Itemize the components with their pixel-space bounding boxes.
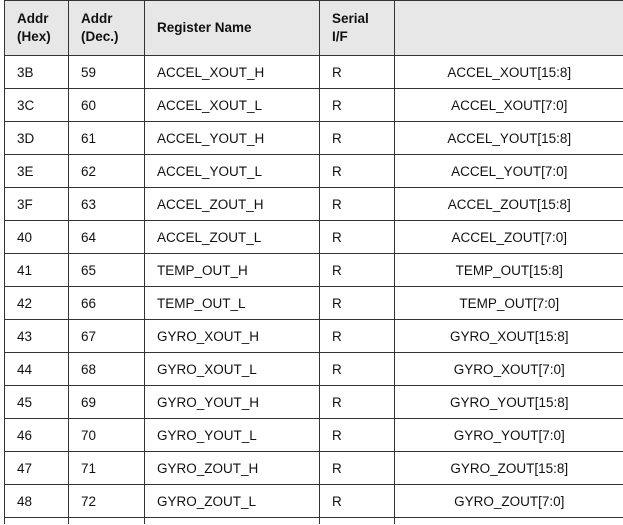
cell-empty	[320, 518, 395, 525]
cell-addr-dec: 63	[69, 188, 145, 221]
cell-bits: ACCEL_XOUT[15:8]	[395, 56, 623, 89]
cell-addr-dec: 61	[69, 122, 145, 155]
header-serial-if-line1: Serial	[332, 11, 369, 26]
table-row	[5, 221, 623, 254]
table-header	[5, 1, 623, 56]
cell-register-name: TEMP_OUT_L	[145, 287, 320, 320]
header-addr-hex-line2: (Hex)	[17, 29, 51, 44]
cell-bits: GYRO_XOUT[7:0]	[395, 353, 623, 386]
header-serial-if	[320, 1, 395, 56]
cell-serial-if: R	[320, 221, 395, 254]
cell-addr-dec: 67	[69, 320, 145, 353]
header-addr-dec-line2: (Dec.)	[81, 29, 119, 44]
cell-bits: ACCEL_ZOUT[15:8]	[395, 188, 623, 221]
table-row	[5, 89, 623, 122]
cell-serial-if: R	[320, 419, 395, 452]
table-row	[5, 353, 623, 386]
table-row	[5, 320, 623, 353]
cell-addr-hex: 46	[5, 419, 69, 452]
cell-serial-if: R	[320, 320, 395, 353]
cell-addr-dec: 68	[69, 353, 145, 386]
cell-serial-if: R	[320, 56, 395, 89]
cell-addr-dec: 59	[69, 56, 145, 89]
cell-addr-dec: 70	[69, 419, 145, 452]
cell-addr-hex: 45	[5, 386, 69, 419]
table-row	[5, 122, 623, 155]
cell-register-name: TEMP_OUT_H	[145, 254, 320, 287]
cell-addr-dec: 60	[69, 89, 145, 122]
cell-serial-if: R	[320, 287, 395, 320]
header-addr-dec	[69, 1, 145, 56]
table-row-partial	[5, 518, 623, 525]
cell-serial-if: R	[320, 254, 395, 287]
cell-register-name: GYRO_XOUT_H	[145, 320, 320, 353]
cell-addr-hex: 42	[5, 287, 69, 320]
cell-register-name: GYRO_ZOUT_L	[145, 485, 320, 518]
header-register-name-label: Register Name	[157, 20, 252, 35]
cell-empty	[395, 518, 623, 525]
cell-register-name: ACCEL_YOUT_L	[145, 155, 320, 188]
cell-empty	[5, 518, 69, 525]
header-addr-dec-line1: Addr	[81, 11, 113, 26]
cell-addr-dec: 66	[69, 287, 145, 320]
table-row	[5, 386, 623, 419]
cell-addr-hex: 43	[5, 320, 69, 353]
cell-addr-hex: 3F	[5, 188, 69, 221]
cell-bits: GYRO_ZOUT[7:0]	[395, 485, 623, 518]
table-row	[5, 56, 623, 89]
cell-bits: ACCEL_YOUT[7:0]	[395, 155, 623, 188]
cell-serial-if: R	[320, 155, 395, 188]
header-register-name	[145, 1, 320, 56]
cell-register-name: GYRO_YOUT_L	[145, 419, 320, 452]
cell-serial-if: R	[320, 122, 395, 155]
cell-bits: GYRO_ZOUT[15:8]	[395, 452, 623, 485]
cell-addr-hex: 40	[5, 221, 69, 254]
cell-register-name: GYRO_XOUT_L	[145, 353, 320, 386]
cell-addr-hex: 44	[5, 353, 69, 386]
cell-addr-dec: 69	[69, 386, 145, 419]
cell-serial-if: R	[320, 188, 395, 221]
cell-bits: ACCEL_XOUT[7:0]	[395, 89, 623, 122]
cell-register-name: ACCEL_ZOUT_L	[145, 221, 320, 254]
cell-addr-dec: 65	[69, 254, 145, 287]
header-bits	[395, 1, 623, 56]
cell-serial-if: R	[320, 485, 395, 518]
cell-bits: GYRO_YOUT[15:8]	[395, 386, 623, 419]
cell-bits: ACCEL_ZOUT[7:0]	[395, 221, 623, 254]
cell-addr-hex: 3B	[5, 56, 69, 89]
table-row	[5, 254, 623, 287]
cell-empty	[69, 518, 145, 525]
cell-addr-hex: 3D	[5, 122, 69, 155]
cell-register-name: ACCEL_ZOUT_H	[145, 188, 320, 221]
cell-bits: GYRO_XOUT[15:8]	[395, 320, 623, 353]
cell-empty	[145, 518, 320, 525]
cell-addr-dec: 62	[69, 155, 145, 188]
cell-bits: GYRO_YOUT[7:0]	[395, 419, 623, 452]
cell-register-name: GYRO_YOUT_H	[145, 386, 320, 419]
cell-bits: ACCEL_YOUT[15:8]	[395, 122, 623, 155]
cell-serial-if: R	[320, 386, 395, 419]
cell-bits: TEMP_OUT[15:8]	[395, 254, 623, 287]
table-row	[5, 287, 623, 320]
cell-serial-if: R	[320, 89, 395, 122]
table-row	[5, 485, 623, 518]
cell-addr-hex: 47	[5, 452, 69, 485]
header-addr-hex-line1: Addr	[17, 11, 49, 26]
table-row	[5, 188, 623, 221]
cell-bits: TEMP_OUT[7:0]	[395, 287, 623, 320]
cell-addr-dec: 72	[69, 485, 145, 518]
register-map-table	[4, 0, 623, 524]
cell-register-name: GYRO_ZOUT_H	[145, 452, 320, 485]
cell-addr-dec: 71	[69, 452, 145, 485]
table-row	[5, 452, 623, 485]
cell-register-name: ACCEL_YOUT_H	[145, 122, 320, 155]
cell-addr-hex: 41	[5, 254, 69, 287]
table-row	[5, 419, 623, 452]
cell-addr-hex: 3C	[5, 89, 69, 122]
header-serial-if-line2: I/F	[332, 29, 348, 44]
cell-register-name: ACCEL_XOUT_H	[145, 56, 320, 89]
table-row	[5, 155, 623, 188]
cell-addr-hex: 3E	[5, 155, 69, 188]
cell-register-name: ACCEL_XOUT_L	[145, 89, 320, 122]
cell-serial-if: R	[320, 452, 395, 485]
header-addr-hex	[5, 1, 69, 56]
table-body	[5, 56, 623, 525]
cell-addr-hex: 48	[5, 485, 69, 518]
cell-serial-if: R	[320, 353, 395, 386]
cell-addr-dec: 64	[69, 221, 145, 254]
header-row	[5, 1, 623, 56]
